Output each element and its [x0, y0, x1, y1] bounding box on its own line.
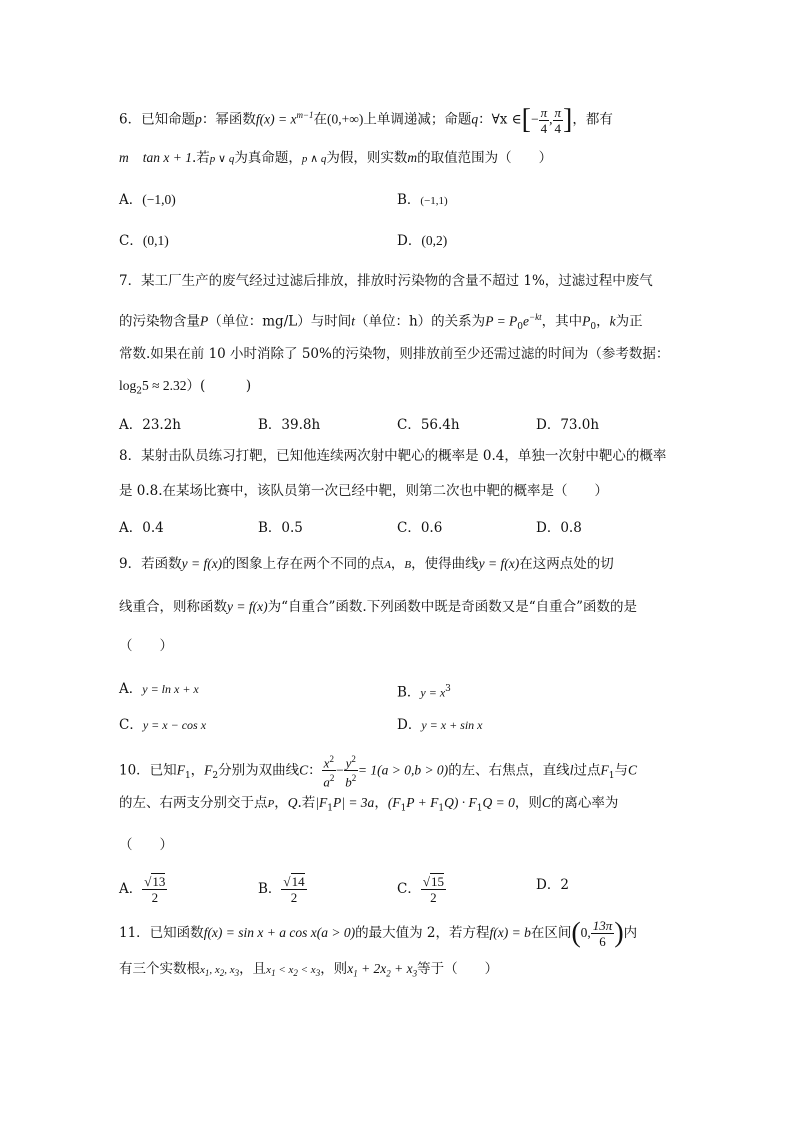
q10-option-d: D．2 [536, 877, 569, 893]
q7-option-a: A．23.2h [119, 417, 182, 433]
q6-power-function: f(x) = x [255, 111, 297, 127]
q6-text: ，都有 [572, 111, 613, 128]
q8-option-c: C．0.6 [397, 520, 443, 536]
q6-text: ：∀x ∈ [478, 111, 522, 128]
q7-option-c: C．56.4h [397, 417, 460, 433]
q10-line3: （ ） [119, 837, 173, 853]
q6-p-label: p [195, 111, 202, 127]
q8-option-b: B．0.5 [258, 520, 303, 536]
q6-interval: (0,+∞) [327, 111, 364, 127]
q9-line2: 线重合，则称函数y = f(x)为“自重合”函数.下列函数中既是奇函数又是“自重合”函数的是 [119, 599, 637, 615]
q6-exponent: m−1 [296, 110, 314, 120]
q7-formula: P = P [485, 313, 518, 329]
q6-frac-pos: $\frac{\pi}{4}$ [554, 104, 562, 136]
q9-option-c: C．y = x − cos x [119, 717, 207, 733]
q7-option-b: B．39.8h [258, 417, 321, 433]
q9-option-d: D．y = x + sin x [397, 717, 483, 733]
q10-frac-y: $\frac{y^2}{b^2}$ [345, 754, 357, 790]
q6-p-and-q: p ∧ q [301, 153, 327, 165]
q6-text: 为真命题， [234, 150, 302, 166]
q8-line2: 是 0.8.在某场比赛中，该队员第一次已经中靶，则第二次也中靶的概率是（ ） [119, 483, 609, 499]
q6-text: ：幂函数 [201, 111, 256, 128]
q9-option-b: B．$y = x^3$ [397, 684, 451, 701]
q9-option-a: A．y = ln x + x [119, 681, 199, 697]
q6-option-a: A．(−1,0) [119, 192, 176, 208]
q6-line2 [119, 147, 684, 170]
q6-m: m [119, 150, 129, 165]
q8-option-d: D．0.8 [536, 520, 582, 536]
q10-option-c: C． $\frac{√15}{2}$ [397, 874, 444, 905]
q6-option-d: D．(0,2) [397, 233, 448, 249]
q6-text: 在 [313, 111, 328, 128]
q7-line3: 常数.如果在前 10 小时消除了 50%的污染物，则排放前至少还需过滤的时间为（参考数据： [119, 346, 670, 362]
q6-frac-neg: $\frac{\pi}{4}$ [540, 104, 548, 136]
q6-m: m [407, 150, 418, 165]
q9-line1: 9．若函数y = f(x)的图象上存在两个不同的点A，B，使得曲线y = f(x)在这两点处的切 [119, 556, 614, 572]
q11-frac: $\frac{13\pi}{6}$ [592, 918, 613, 949]
q10-frac-x: $\frac{x^2}{a^2}$ [323, 754, 335, 790]
q6-option-b: B．(−1,1) [397, 192, 448, 208]
q9-line3: （ ） [119, 638, 173, 654]
q7-option-d: D．73.0h [536, 417, 600, 433]
q6-option-c: C．(0,1) [119, 233, 169, 249]
q6-text: .若 [191, 150, 210, 166]
q6-p-or-q: p ∨ q [209, 153, 235, 165]
q7-line1: 7．某工厂生产的废气经过过滤后排放，排放时污染物的含量不超过 1%，过滤过程中废气 [119, 273, 653, 289]
q7-line2: 的污染物含量P（单位：mg/L）与时间t（单位：h）的关系为$P = P_0e^{-kt}$，其中$P_0$，k为正 [119, 312, 643, 333]
q6-text: 为假，则实数 [326, 150, 408, 166]
q8-line1: 8．某射击队员练习打靶，已知他连续两次射中靶心的概率是 0.4，单独一次射中靶心的概率 [119, 448, 667, 464]
q11-line2: 有三个实数根$x_1$, $x_2$, $x_3$，且$x_1 < x_2 < x_3$，则$x_1 + 2x_2 + x_3$等于（ ） [119, 961, 499, 979]
q6-tan-expr: tan x + 1 [142, 150, 192, 165]
q6-text: 上单调递减；命题 [363, 111, 472, 128]
q10-line2: 的左、右两支分别交于点P，Q.若$|F_1P| = 3a$，$(F_1P + F_1Q) \cdot F_1Q = 0$，则C的离心率为 [119, 795, 619, 814]
q6-line1: 6．已知命题p：幂函数$f(x) = x^{m-1}$在(0,+∞)上单调递减；命题q：∀x ∈[− $\frac{\pi}{4}$ , $\frac{\pi}{4}$ ]，都有 [119, 104, 613, 136]
q10-option-a: A． $\frac{√13}{2}$ [119, 874, 166, 905]
q10-option-b: B． $\frac{√14}{2}$ [258, 874, 305, 905]
q6-text: 6．已知命题 [119, 111, 196, 128]
q6-text: 的取值范围为（ ） [417, 150, 553, 166]
q10-line1: 10．已知$F_1$，$F_2$分别为双曲线C： $\frac{x^2}{a^2}$ − $\frac{y^2}{b^2}$ = 1(a > 0,b > 0)的左、右焦点，直线l过点$F_1$与C [119, 754, 637, 790]
q8-option-a: A．0.4 [119, 520, 164, 536]
q6-q-label: q [471, 111, 479, 127]
q7-line4: $\log_25 \approx 2.32$）( ) [119, 378, 252, 397]
q11-line1: 11．已知函数f(x) = sin x + a cos x(a > 0)的最大值为 2，若方程f(x) = b在区间(0, $\frac{13\pi}{6}$ )内 [119, 917, 638, 949]
